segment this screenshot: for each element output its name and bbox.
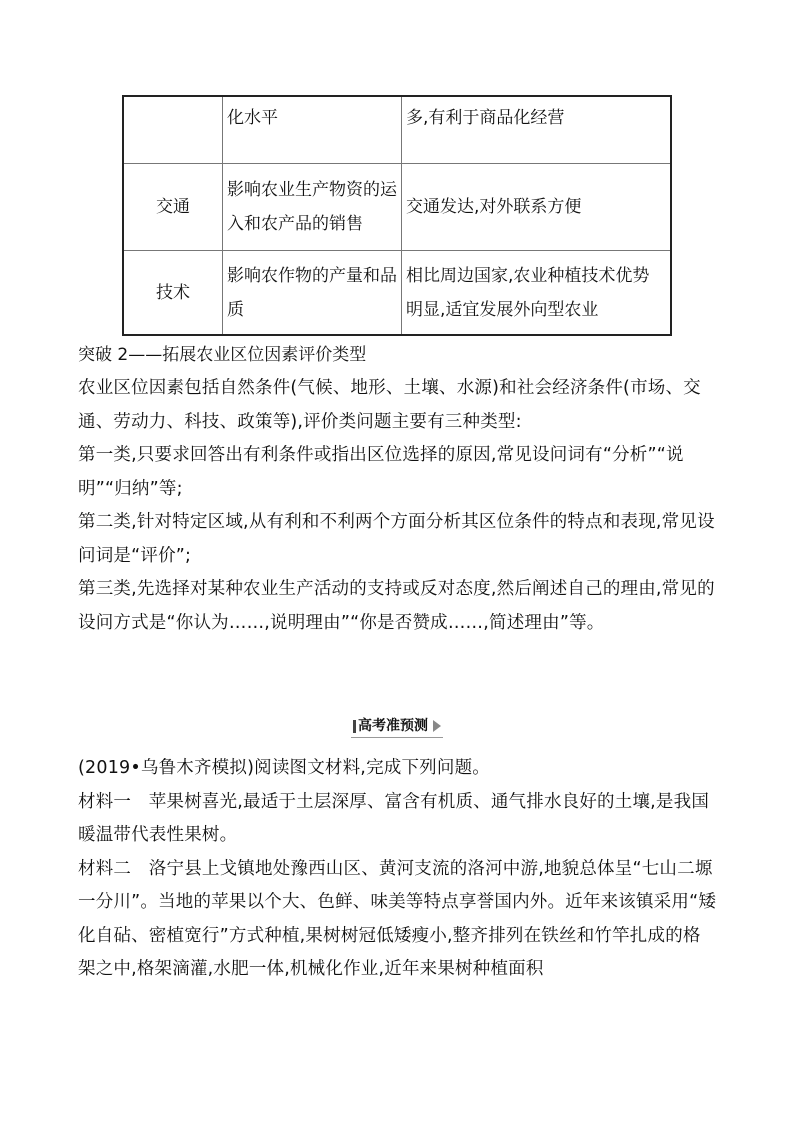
impact-cell: 影响农业生产物资的运入和农产品的销售 xyxy=(223,164,402,251)
location-factor-table xyxy=(122,95,672,336)
section-heading: 突破 2——拓展农业区位因素评价类型 xyxy=(78,345,367,365)
material-two: 材料二 洛宁县上戈镇地处豫西山区、黄河支流的洛河中游,地貌总体呈“七山二塬一分川”。当地的苹果以个大、色鲜、味美等特点享誉国内外。近年来该镇采用“矮化自砧、密植宽行”方式种植,果树树冠低矮瘦小,整齐排列在铁丝和竹竿扎成的格架之中,格架滴灌,水肥一体,机械化作业,近年来果树种植面积 xyxy=(78,858,717,979)
section-intro: 农业区位因素包括自然条件(气候、地形、土壤、水源)和社会经济条件(市场、交通、劳动力、科技、政策等),评价类问题主要有三种类型: xyxy=(78,378,701,432)
factor-cell: 交通 xyxy=(123,164,223,251)
material-one: 材料一 苹果树喜光,最适于土层深厚、富含有机质、通气排水良好的土壤,是我国暖温带代表性果树。 xyxy=(78,791,710,845)
impact-cell: 化水平 xyxy=(223,96,402,164)
type-three-paragraph: 第三类,先选择对某种农业生产活动的支持或反对态度,然后阐述自己的理由,常见的设问方式是“你认为……,说明理由”“你是否赞成……,简述理由”等。 xyxy=(78,579,715,633)
badge-label: 高考准预测 xyxy=(358,718,428,734)
factor-cell xyxy=(123,96,223,164)
condition-cell: 相比周边国家,农业种植技术优势明显,适宜发展外向型农业 xyxy=(402,251,672,336)
table-row xyxy=(123,164,671,251)
table-row xyxy=(123,96,671,164)
table-row xyxy=(123,251,671,336)
factor-cell: 技术 xyxy=(123,251,223,336)
impact-cell: 影响农作物的产量和品质 xyxy=(223,251,402,336)
type-two-paragraph: 第二类,针对特定区域,从有利和不利两个方面分析其区位条件的特点和表现,常见设问词是“评价”; xyxy=(78,512,715,566)
question-body xyxy=(78,752,718,987)
prediction-badge-wrap xyxy=(0,716,794,738)
triangle-right-icon xyxy=(433,720,441,732)
bar-icon xyxy=(353,720,356,733)
condition-cell: 交通发达,对外联系方便 xyxy=(402,164,672,251)
prediction-badge xyxy=(351,716,443,738)
section-body xyxy=(78,372,718,640)
type-one-paragraph: 第一类,只要求回答出有利条件或指出区位选择的原因,常见设问词有“分析”“说明”“归纳”等; xyxy=(78,445,684,499)
condition-cell: 多,有利于商品化经营 xyxy=(402,96,672,164)
question-intro: (2019•乌鲁木齐模拟)阅读图文材料,完成下列问题。 xyxy=(78,758,490,778)
